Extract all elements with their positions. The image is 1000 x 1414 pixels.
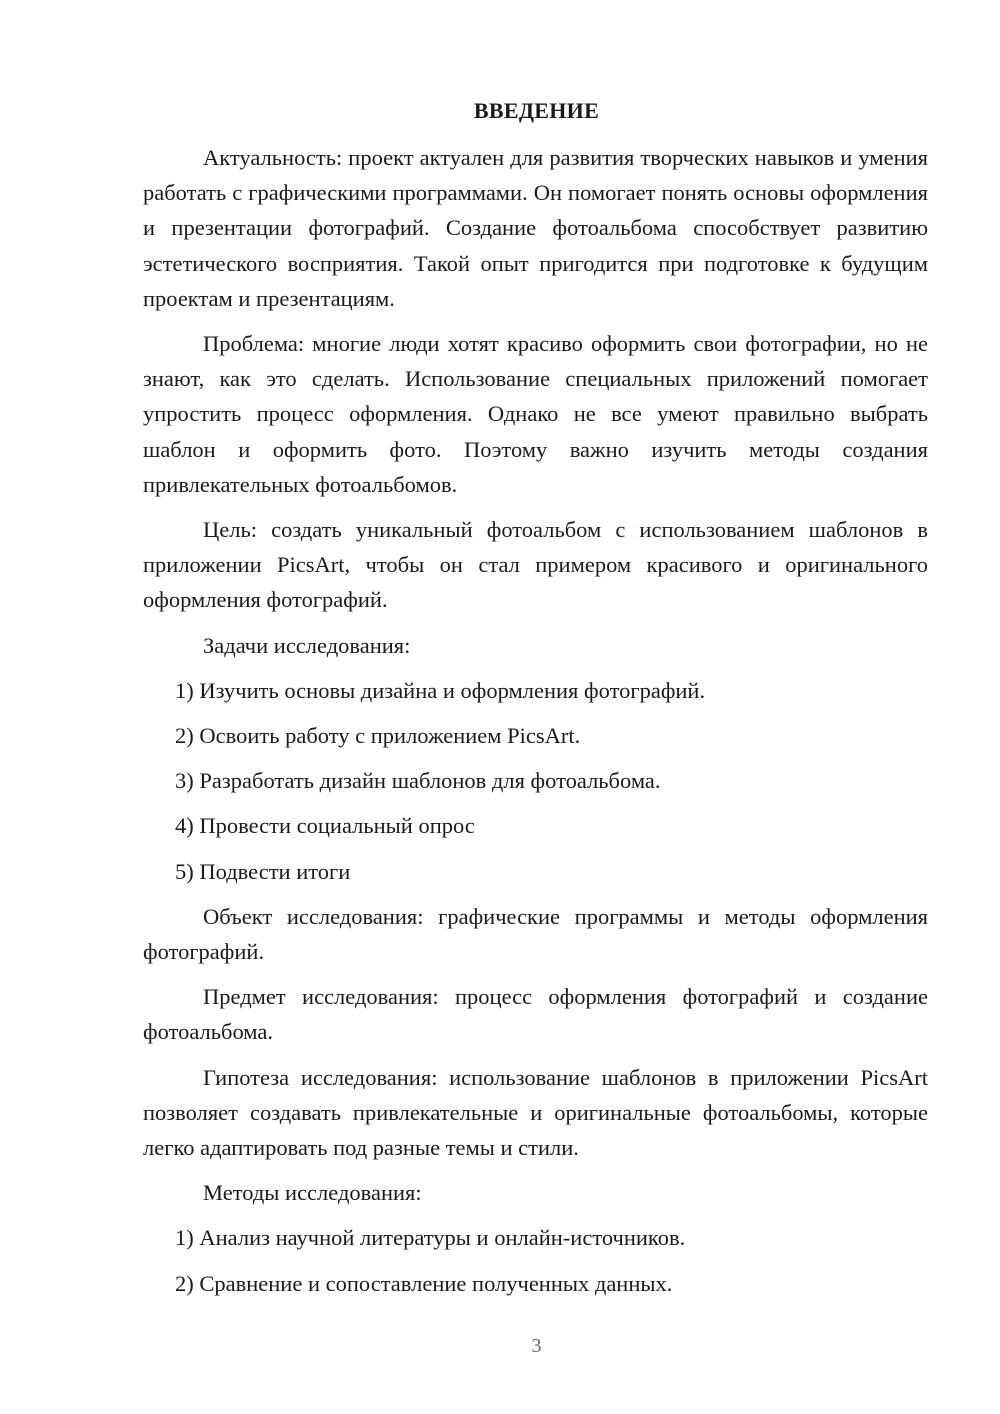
goal-paragraph: Цель: создать уникальный фотоальбом с использованием шаблонов в приложении PicsArt, чтобы он стал примером красивого и оригинального оформления фотографий. <box>143 517 928 613</box>
problem-paragraph: Проблема: многие люди хотят красиво оформить свои фотографии, но не знают, как это сделать. Использование специальных приложений помогает упростить процесс оформления. Однако не все умеют правильно выбрать шаблон и оформить фото. Поэтому важно изучить методы создания привлекательных фотоальбомов. <box>143 331 928 497</box>
hypothesis-paragraph: Гипотеза исследования: использование шаблонов в приложении PicsArt позволяет создавать привлекательные и оригинальные фотоальбомы, которые легко адаптировать под разные темы и стили. <box>143 1064 928 1161</box>
section-heading: ВВЕДЕНИЕ <box>473 98 600 123</box>
methods-list <box>143 1220 928 1300</box>
tasks-list <box>143 673 928 889</box>
list-item: 1) Изучить основы дизайна и оформления фотографий. <box>175 677 706 703</box>
list-item: 1) Анализ научной литературы и онлайн-источников. <box>175 1225 686 1251</box>
page-number: 3 <box>531 1335 542 1357</box>
subject-paragraph: Предмет исследования: процесс оформления фотографий и создание фотоальбома. <box>143 984 928 1045</box>
list-item: 2) Сравнение и сопоставление полученных данных. <box>175 1270 673 1296</box>
object-paragraph: Объект исследования: графические программы и методы оформления фотографий. <box>143 903 928 965</box>
list-item: 2) Освоить работу с приложением PicsArt. <box>175 723 581 749</box>
body-text <box>143 140 928 1311</box>
list-item: 5) Подвести итоги <box>175 858 351 884</box>
list-item: 3) Разработать дизайн шаблонов для фотоальбома. <box>175 768 661 794</box>
list-item: 4) Провести социальный опрос <box>175 813 475 839</box>
methods-title: Методы исследования: <box>203 1180 422 1206</box>
relevance-paragraph: Актуальность: проект актуален для развития творческих навыков и умения работать с графическими программами. Он помогает понять основы оформления и презентации фотографий. Создание фотоальбома способствует развитию эстетического восприятия. Такой опыт пригодится при подготовке к будущим проектам и презентациям. <box>143 145 928 311</box>
tasks-title: Задачи исследования: <box>203 632 411 658</box>
